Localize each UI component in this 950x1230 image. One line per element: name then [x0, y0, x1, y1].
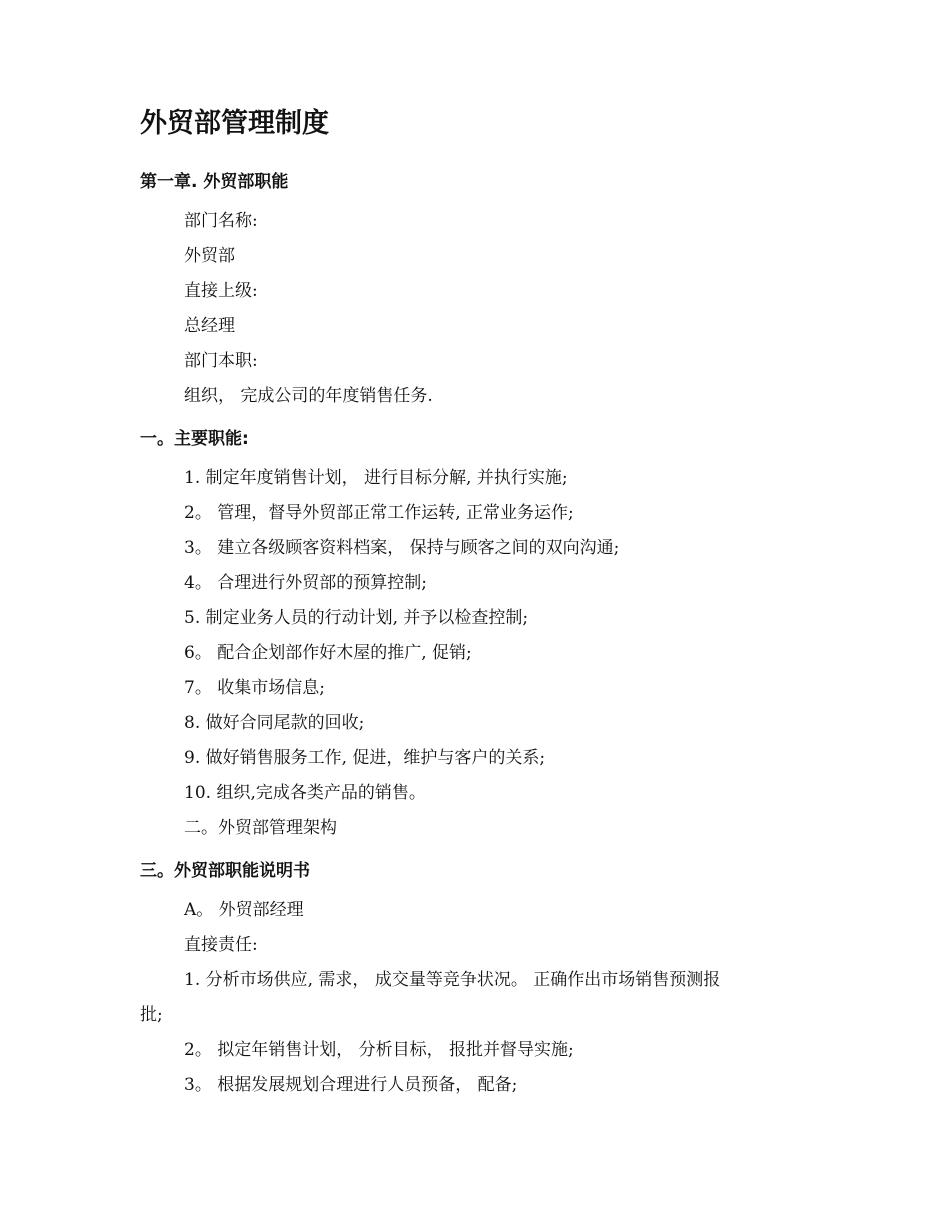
- section1-heading: 一。主要职能:: [140, 429, 249, 449]
- list-item-continuation: 批;: [140, 1005, 163, 1025]
- list-item: 3。 建立各级顾客资料档案， 保持与顾客之间的双向沟通;: [184, 538, 620, 558]
- list-item: 1. 分析市场供应, 需求， 成交量等竞争状况。 正确作出市场销售预测报: [184, 970, 721, 990]
- list-item: 6。 配合企划部作好木屋的推广, 促销;: [184, 643, 472, 663]
- list-item: 1. 制定年度销售计划， 进行目标分解, 并执行实施;: [184, 468, 568, 488]
- document-title: 外贸部管理制度: [140, 108, 329, 139]
- section3-heading: 三。外贸部职能说明书: [140, 861, 310, 881]
- list-item: 9. 做好销售服务工作, 促进，维护与客户的关系;: [184, 748, 546, 768]
- list-item: 3。 根据发展规划合理进行人员预备， 配备;: [184, 1075, 518, 1095]
- list-item: 4。 合理进行外贸部的预算控制;: [184, 573, 427, 593]
- superior-value: 总经理: [184, 316, 235, 336]
- list-item: 7。 收集市场信息;: [184, 678, 325, 698]
- dept-name-value: 外贸部: [184, 246, 235, 266]
- role-title: A。 外贸部经理: [184, 900, 304, 920]
- list-item: 5. 制定业务人员的行动计划, 并予以检查控制;: [184, 608, 529, 628]
- list-item: 10. 组织,完成各类产品的销售。: [184, 783, 426, 803]
- dept-name-label: 部门名称:: [184, 211, 258, 231]
- superior-label: 直接上级:: [184, 281, 258, 301]
- section2-line: 二。外贸部管理架构: [184, 818, 337, 838]
- duty-value: 组织， 完成公司的年度销售任务.: [184, 386, 433, 406]
- duty-label: 部门本职:: [184, 351, 258, 371]
- list-item: 2。 拟定年销售计划， 分析目标， 报批并督导实施;: [184, 1040, 574, 1060]
- list-item: 2。 管理，督导外贸部正常工作运转, 正常业务运作;: [184, 503, 574, 523]
- direct-responsibility-label: 直接责任:: [184, 935, 258, 955]
- chapter1-heading: 第一章. 外贸部职能: [140, 172, 289, 192]
- list-item: 8. 做好合同尾款的回收;: [184, 713, 365, 733]
